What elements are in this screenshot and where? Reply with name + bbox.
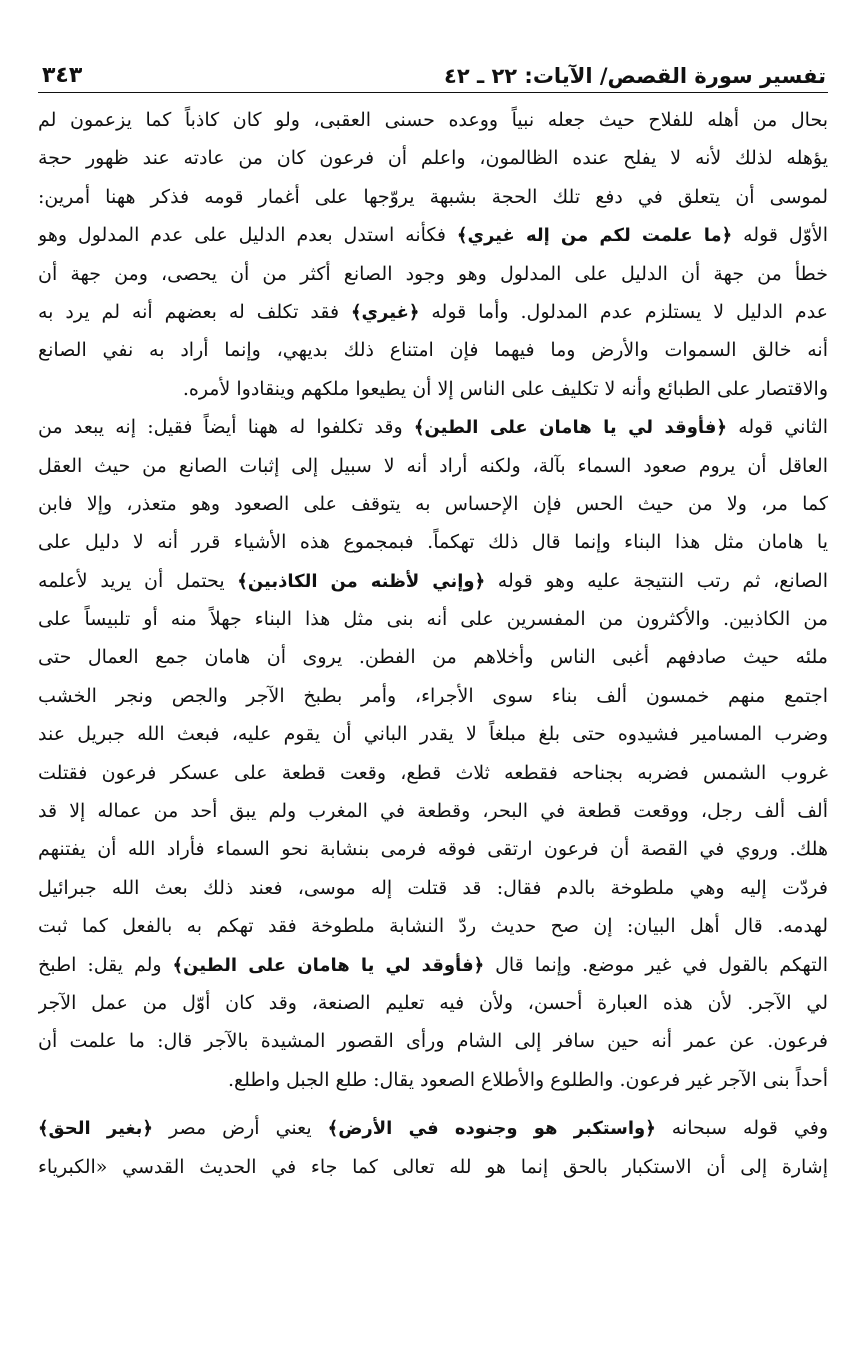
quranic-quote: ﴿بغير الحق﴾ [38,1118,153,1140]
line-text: أحداً بنى الآجر غير فرعون. والطلوع والأطلاع الصعود يقال: طلع الجبل واطلع. [227,1068,828,1091]
line-text: اجتمع منهم خمسون ألف بناء سوى الأجراء، وأمر بطبخ الآجر والجص ونجر الخشب [38,684,828,707]
quranic-quote: ﴿فأوقد لي يا هامان على الطين﴾ [413,417,727,439]
quranic-quote: ﴿فأوقد لي يا هامان على الطين﴾ [172,954,485,976]
text-line [38,638,828,676]
text-line [38,1022,828,1060]
line-text: العاقل أن يروم صعود السماء بآلة، ولكنه أراد أنه لا سبيل إلى إثبات الصانع من حيث العقل [38,454,828,477]
body-text [38,101,828,1186]
text-line [38,830,828,868]
text-line [38,869,828,907]
line-text: الصانع، ثم رتب النتيجة عليه وهو قوله [485,569,828,592]
text-line [38,1148,828,1186]
text-line [38,178,828,216]
page-number: ٣٤٣ [42,63,83,88]
text-line [38,715,828,753]
line-text: فكأنه استدل بعدم الدليل على عدم المدلول وهو [38,224,457,247]
quranic-quote: ﴿ما علمت لكم من إله غيري﴾ [456,225,733,247]
text-line [38,255,828,293]
line-text: يعني أرض مصر [152,1117,328,1140]
text-line [38,331,828,369]
line-text: وفي قوله سبحانه [655,1117,828,1140]
line-text: يؤهله لذلك لأنه لا يفلح عنده الظالمون، واعلم أن فرعون كان من عادته عند ظهور حجة [38,147,828,170]
line-text: لهدمه. قال أهل البيان: إن صح حديث ردّ النشابة ملطوخة فقد تهكم به بالفعل كما ثبت [38,915,828,938]
text-line [38,408,828,446]
line-text: الثاني قوله [726,416,828,439]
line-text: هلك. وروي في القصة أن فرعون ارتقى فوقه فرمى بنشابة نحو السماء فأراد الله أن يفتنهم [38,838,828,861]
text-line [38,946,828,984]
line-text: ملئه حيث صادفهم أغبى الناس وأخلاهم من الفطن. يروى أن هامان جمع العمال حتى [38,646,828,669]
line-text: إشارة إلى أن الاستكبار بالحق إنما هو لله تعالى كما جاء في الحديث القدسي «الكبرياء [38,1155,828,1178]
line-text: لي الآجر. لأن هذه العبارة أحسن، ولأن فيه تعليم الصنعة، وقد كان أوّل من عمل الآجر [38,991,828,1014]
line-text: وضرب المسامير فشيدوه حتى بلغ مبلغاً لا يقدر الباني أن يقوم عليه، فبعث الله جبريل عند [38,723,828,746]
paragraph-gap [38,1099,828,1109]
line-text: غروب الشمس فضربه بجناحه فقطعه ثلاث قطع، وقعت قطعة على عسكر فرعون فقتلت [38,761,828,784]
text-line [38,370,828,408]
text-line [38,1109,828,1147]
text-line [38,523,828,561]
quranic-quote: ﴿وإني لأظنه من الكاذبين﴾ [237,570,486,592]
line-text: بحال من أهله للفلاح حيث جعله نبياً ووعده حسنى العقبى، ولو كان كاذباً كما يزعمون لم [38,109,828,131]
line-text: لموسى أن يتعلق في دفع تلك الحجة بشبهة يروّجها على أغمار قومه فذكر ههنا أمرين: [38,185,828,208]
line-text: خطأ من جهة أن الدليل على المدلول وهو وجود الصانع أكثر من أن يحصى، ومن جهة أن [38,262,828,285]
page-header [38,58,828,93]
document-page [38,58,828,1186]
text-line [38,216,828,254]
text-line [38,139,828,177]
line-text: أنه خالق السموات والأرض وما فيهما فإن امتناع ذلك بديهي، وإنما أراد به نفي الصانع [38,339,828,362]
line-text: من الكاذبين. والأكثرون من المفسرين على أنه بنى مثل هذا البناء جهلاً منه أو تلبيساً على [38,608,828,631]
running-title: تفسير سورة القصص/ الآيات: ٢٢ ـ ٤٢ [444,64,826,88]
text-line [38,101,828,139]
text-line [38,754,828,792]
text-line [38,677,828,715]
text-line [38,293,828,331]
text-line [38,485,828,523]
text-line [38,562,828,600]
line-text: فردّت إليه وهي ملطوخة بالدم فقال: قد قتلت إله موسى، فعند ذلك بعث الله جبرائيل [38,876,828,899]
text-line [38,600,828,638]
quranic-quote: ﴿واستكبر هو وجنوده في الأرض﴾ [327,1118,656,1140]
quranic-quote: ﴿غيري﴾ [350,301,420,323]
text-line [38,907,828,945]
line-text: الأوّل قوله [732,224,828,247]
line-text: وقد تكلفوا له ههنا أيضاً فقيل: إنه يبعد من [38,416,414,439]
line-text: والاقتصار على الطبائع وأنه لا تكليف على الناس إلا أن يطيعوا ملكهم وينقادوا لأمره. [182,377,828,400]
line-text: عدم الدليل لا يستلزم عدم المدلول. وأما قوله [419,300,828,323]
line-text: فقد تكلف له بعضهم أنه لم يرد به [38,300,351,323]
text-line [38,447,828,485]
line-text: يا هامان مثل هذا البناء وإنما قال ذلك تهكماً. فبمجموع هذه الأشياء قرر أنه لا دليل على [38,531,828,554]
line-text: التهكم بالقول في غير موضع. وإنما قال [484,953,828,976]
line-text: ولم يقل: اطبخ [38,953,173,976]
text-line [38,984,828,1022]
text-line [38,792,828,830]
line-text: كما مر، ولا من حيث الحس فإن الإحساس به يتوقف على الصعود وهو متعذر، وإلا فابن [38,492,828,515]
line-text: يحتمل أن يريد لأعلمه [38,569,238,592]
text-line [38,1061,828,1099]
line-text: ألف ألف رجل، ووقعت قطعة في البحر، وقطعة في المغرب ولم يبق أحد من عماله إلا قد [38,800,828,823]
line-text: فرعون. عن عمر أنه حين سافر إلى الشام ورأى القصور المشيدة بالآجر قال: ما علمت أن [38,1030,828,1053]
